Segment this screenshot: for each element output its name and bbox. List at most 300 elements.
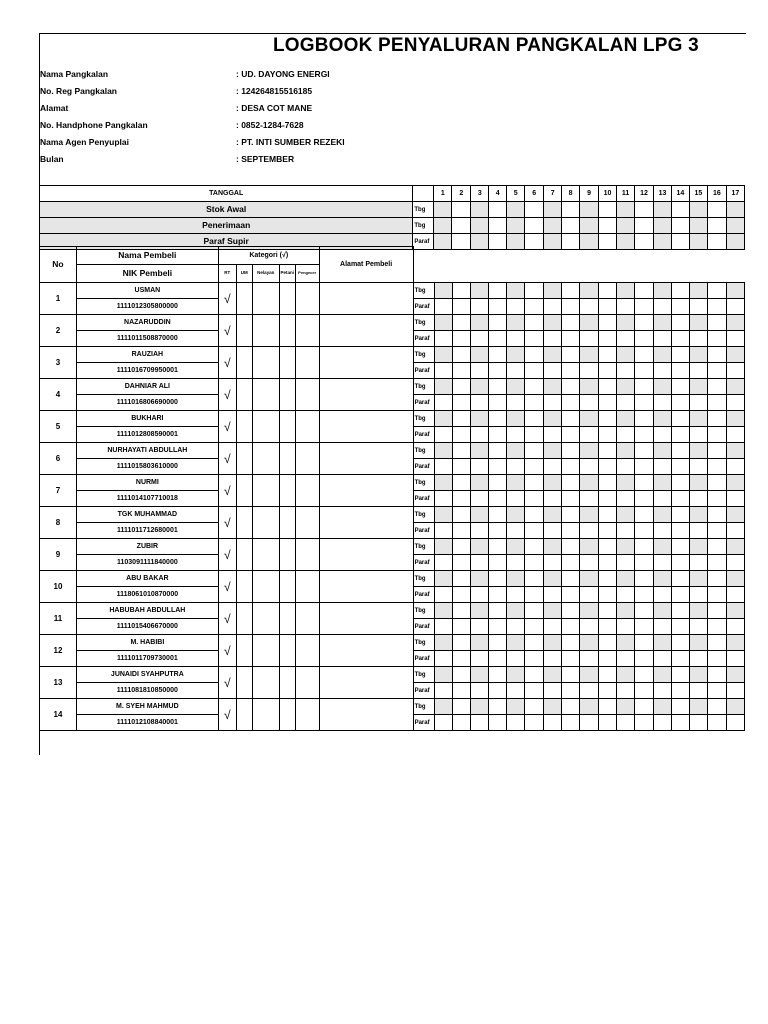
tbg-day-cell[interactable] <box>452 379 471 395</box>
paraf-day-cell[interactable] <box>452 395 471 411</box>
paraf-day-cell[interactable] <box>599 331 617 347</box>
tbg-day-cell[interactable] <box>544 411 562 427</box>
tbg-day-cell[interactable] <box>544 475 562 491</box>
tbg-day-cell[interactable] <box>507 443 525 459</box>
tbg-day-cell[interactable] <box>599 507 617 523</box>
kategori-petani-cell[interactable] <box>279 443 295 475</box>
paraf-day-cell[interactable] <box>671 555 689 571</box>
tbg-day-cell[interactable] <box>525 411 544 427</box>
tbg-day-cell[interactable] <box>562 539 580 555</box>
summary-day-cell[interactable] <box>525 202 544 218</box>
paraf-day-cell[interactable] <box>599 491 617 507</box>
paraf-day-cell[interactable] <box>707 395 726 411</box>
tbg-day-cell[interactable] <box>599 283 617 299</box>
summary-day-cell[interactable] <box>707 202 726 218</box>
tbg-day-cell[interactable] <box>617 411 635 427</box>
tbg-day-cell[interactable] <box>635 603 654 619</box>
paraf-day-cell[interactable] <box>689 459 707 475</box>
paraf-day-cell[interactable] <box>434 395 452 411</box>
paraf-day-cell[interactable] <box>689 715 707 731</box>
paraf-day-cell[interactable] <box>617 523 635 539</box>
tbg-day-cell[interactable] <box>654 379 672 395</box>
paraf-day-cell[interactable] <box>544 363 562 379</box>
paraf-day-cell[interactable] <box>580 299 599 315</box>
tbg-day-cell[interactable] <box>452 635 471 651</box>
paraf-day-cell[interactable] <box>726 363 744 379</box>
paraf-day-cell[interactable] <box>635 619 654 635</box>
tbg-day-cell[interactable] <box>507 411 525 427</box>
paraf-day-cell[interactable] <box>525 683 544 699</box>
tbg-day-cell[interactable] <box>617 347 635 363</box>
paraf-day-cell[interactable] <box>635 715 654 731</box>
paraf-day-cell[interactable] <box>617 427 635 443</box>
paraf-day-cell[interactable] <box>544 683 562 699</box>
tbg-day-cell[interactable] <box>599 379 617 395</box>
tbg-day-cell[interactable] <box>599 635 617 651</box>
paraf-day-cell[interactable] <box>689 427 707 443</box>
tbg-day-cell[interactable] <box>452 571 471 587</box>
paraf-day-cell[interactable] <box>507 459 525 475</box>
paraf-day-cell[interactable] <box>654 619 672 635</box>
summary-day-cell[interactable] <box>599 218 617 234</box>
paraf-day-cell[interactable] <box>635 523 654 539</box>
paraf-day-cell[interactable] <box>707 523 726 539</box>
paraf-day-cell[interactable] <box>434 427 452 443</box>
tbg-day-cell[interactable] <box>544 379 562 395</box>
paraf-day-cell[interactable] <box>434 651 452 667</box>
paraf-day-cell[interactable] <box>452 715 471 731</box>
kategori-um-cell[interactable] <box>236 475 252 507</box>
kategori-rt-check[interactable]: √ <box>218 411 236 443</box>
tbg-day-cell[interactable] <box>580 283 599 299</box>
tbg-day-cell[interactable] <box>525 539 544 555</box>
tbg-day-cell[interactable] <box>562 443 580 459</box>
tbg-day-cell[interactable] <box>707 283 726 299</box>
tbg-day-cell[interactable] <box>671 507 689 523</box>
tbg-day-cell[interactable] <box>707 667 726 683</box>
tbg-day-cell[interactable] <box>580 315 599 331</box>
kategori-rt-check[interactable]: √ <box>218 539 236 571</box>
paraf-day-cell[interactable] <box>525 715 544 731</box>
tbg-day-cell[interactable] <box>671 571 689 587</box>
paraf-day-cell[interactable] <box>654 363 672 379</box>
kategori-rt-check[interactable]: √ <box>218 603 236 635</box>
paraf-day-cell[interactable] <box>507 651 525 667</box>
paraf-day-cell[interactable] <box>580 651 599 667</box>
kategori-rt-check[interactable]: √ <box>218 379 236 411</box>
tbg-day-cell[interactable] <box>707 699 726 715</box>
paraf-day-cell[interactable] <box>544 427 562 443</box>
paraf-day-cell[interactable] <box>544 491 562 507</box>
tbg-day-cell[interactable] <box>654 571 672 587</box>
paraf-day-cell[interactable] <box>689 491 707 507</box>
paraf-day-cell[interactable] <box>434 363 452 379</box>
kategori-pengecer-cell[interactable] <box>295 539 319 571</box>
tbg-day-cell[interactable] <box>707 635 726 651</box>
paraf-day-cell[interactable] <box>507 363 525 379</box>
paraf-day-cell[interactable] <box>726 331 744 347</box>
tbg-day-cell[interactable] <box>671 443 689 459</box>
tbg-day-cell[interactable] <box>544 507 562 523</box>
paraf-day-cell[interactable] <box>599 395 617 411</box>
paraf-day-cell[interactable] <box>580 555 599 571</box>
tbg-day-cell[interactable] <box>580 603 599 619</box>
paraf-day-cell[interactable] <box>726 491 744 507</box>
kategori-petani-cell[interactable] <box>279 699 295 731</box>
paraf-day-cell[interactable] <box>635 395 654 411</box>
tbg-day-cell[interactable] <box>635 347 654 363</box>
tbg-day-cell[interactable] <box>562 603 580 619</box>
paraf-day-cell[interactable] <box>489 491 507 507</box>
alamat-cell[interactable] <box>319 315 413 347</box>
kategori-pengecer-cell[interactable] <box>295 507 319 539</box>
paraf-day-cell[interactable] <box>654 587 672 603</box>
paraf-day-cell[interactable] <box>671 651 689 667</box>
paraf-day-cell[interactable] <box>599 651 617 667</box>
tbg-day-cell[interactable] <box>489 283 507 299</box>
paraf-day-cell[interactable] <box>434 555 452 571</box>
paraf-day-cell[interactable] <box>544 331 562 347</box>
tbg-day-cell[interactable] <box>726 315 744 331</box>
tbg-day-cell[interactable] <box>562 283 580 299</box>
paraf-day-cell[interactable] <box>489 555 507 571</box>
tbg-day-cell[interactable] <box>599 539 617 555</box>
tbg-day-cell[interactable] <box>525 475 544 491</box>
tbg-day-cell[interactable] <box>635 411 654 427</box>
kategori-nelayan-cell[interactable] <box>252 443 279 475</box>
tbg-day-cell[interactable] <box>471 475 489 491</box>
summary-day-cell[interactable] <box>689 202 707 218</box>
tbg-day-cell[interactable] <box>617 539 635 555</box>
tbg-day-cell[interactable] <box>654 539 672 555</box>
tbg-day-cell[interactable] <box>671 539 689 555</box>
paraf-day-cell[interactable] <box>617 715 635 731</box>
tbg-day-cell[interactable] <box>580 571 599 587</box>
paraf-day-cell[interactable] <box>471 299 489 315</box>
tbg-day-cell[interactable] <box>471 571 489 587</box>
alamat-cell[interactable] <box>319 603 413 635</box>
tbg-day-cell[interactable] <box>617 635 635 651</box>
paraf-day-cell[interactable] <box>617 299 635 315</box>
summary-day-cell[interactable] <box>617 218 635 234</box>
paraf-day-cell[interactable] <box>525 331 544 347</box>
tbg-day-cell[interactable] <box>707 443 726 459</box>
tbg-day-cell[interactable] <box>726 571 744 587</box>
paraf-day-cell[interactable] <box>635 331 654 347</box>
tbg-day-cell[interactable] <box>580 411 599 427</box>
tbg-day-cell[interactable] <box>654 603 672 619</box>
paraf-day-cell[interactable] <box>562 459 580 475</box>
paraf-day-cell[interactable] <box>562 363 580 379</box>
tbg-day-cell[interactable] <box>434 635 452 651</box>
tbg-day-cell[interactable] <box>707 315 726 331</box>
paraf-day-cell[interactable] <box>489 523 507 539</box>
paraf-day-cell[interactable] <box>689 651 707 667</box>
tbg-day-cell[interactable] <box>507 603 525 619</box>
paraf-day-cell[interactable] <box>562 587 580 603</box>
tbg-day-cell[interactable] <box>471 667 489 683</box>
tbg-day-cell[interactable] <box>671 379 689 395</box>
tbg-day-cell[interactable] <box>707 379 726 395</box>
tbg-day-cell[interactable] <box>471 539 489 555</box>
tbg-day-cell[interactable] <box>689 635 707 651</box>
tbg-day-cell[interactable] <box>689 443 707 459</box>
tbg-day-cell[interactable] <box>434 507 452 523</box>
tbg-day-cell[interactable] <box>525 571 544 587</box>
kategori-petani-cell[interactable] <box>279 507 295 539</box>
paraf-day-cell[interactable] <box>635 299 654 315</box>
paraf-day-cell[interactable] <box>671 459 689 475</box>
paraf-day-cell[interactable] <box>654 683 672 699</box>
paraf-day-cell[interactable] <box>654 395 672 411</box>
tbg-day-cell[interactable] <box>654 475 672 491</box>
tbg-day-cell[interactable] <box>544 603 562 619</box>
tbg-day-cell[interactable] <box>599 443 617 459</box>
tbg-day-cell[interactable] <box>489 347 507 363</box>
tbg-day-cell[interactable] <box>471 411 489 427</box>
tbg-day-cell[interactable] <box>689 667 707 683</box>
tbg-day-cell[interactable] <box>707 571 726 587</box>
tbg-day-cell[interactable] <box>671 315 689 331</box>
tbg-day-cell[interactable] <box>580 507 599 523</box>
kategori-pengecer-cell[interactable] <box>295 411 319 443</box>
alamat-cell[interactable] <box>319 507 413 539</box>
paraf-day-cell[interactable] <box>452 555 471 571</box>
kategori-um-cell[interactable] <box>236 571 252 603</box>
tbg-day-cell[interactable] <box>726 379 744 395</box>
paraf-day-cell[interactable] <box>726 427 744 443</box>
tbg-day-cell[interactable] <box>726 635 744 651</box>
tbg-day-cell[interactable] <box>689 539 707 555</box>
paraf-day-cell[interactable] <box>525 427 544 443</box>
tbg-day-cell[interactable] <box>635 283 654 299</box>
tbg-day-cell[interactable] <box>434 699 452 715</box>
tbg-day-cell[interactable] <box>635 539 654 555</box>
tbg-day-cell[interactable] <box>471 283 489 299</box>
kategori-nelayan-cell[interactable] <box>252 571 279 603</box>
paraf-day-cell[interactable] <box>707 715 726 731</box>
tbg-day-cell[interactable] <box>434 571 452 587</box>
tbg-day-cell[interactable] <box>452 315 471 331</box>
paraf-day-cell[interactable] <box>689 683 707 699</box>
alamat-cell[interactable] <box>319 571 413 603</box>
kategori-nelayan-cell[interactable] <box>252 507 279 539</box>
tbg-day-cell[interactable] <box>544 667 562 683</box>
paraf-day-cell[interactable] <box>562 299 580 315</box>
alamat-cell[interactable] <box>319 539 413 571</box>
kategori-nelayan-cell[interactable] <box>252 603 279 635</box>
tbg-day-cell[interactable] <box>689 603 707 619</box>
tbg-day-cell[interactable] <box>671 635 689 651</box>
alamat-cell[interactable] <box>319 443 413 475</box>
paraf-day-cell[interactable] <box>599 363 617 379</box>
paraf-day-cell[interactable] <box>671 619 689 635</box>
tbg-day-cell[interactable] <box>635 507 654 523</box>
summary-day-cell[interactable] <box>562 218 580 234</box>
kategori-petani-cell[interactable] <box>279 667 295 699</box>
tbg-day-cell[interactable] <box>671 411 689 427</box>
tbg-day-cell[interactable] <box>489 539 507 555</box>
kategori-rt-check[interactable]: √ <box>218 699 236 731</box>
tbg-day-cell[interactable] <box>525 347 544 363</box>
tbg-day-cell[interactable] <box>689 475 707 491</box>
paraf-day-cell[interactable] <box>689 587 707 603</box>
paraf-day-cell[interactable] <box>599 523 617 539</box>
tbg-day-cell[interactable] <box>671 667 689 683</box>
paraf-day-cell[interactable] <box>544 587 562 603</box>
tbg-day-cell[interactable] <box>507 475 525 491</box>
paraf-day-cell[interactable] <box>544 619 562 635</box>
paraf-day-cell[interactable] <box>654 299 672 315</box>
tbg-day-cell[interactable] <box>580 635 599 651</box>
tbg-day-cell[interactable] <box>489 475 507 491</box>
tbg-day-cell[interactable] <box>544 539 562 555</box>
tbg-day-cell[interactable] <box>544 283 562 299</box>
tbg-day-cell[interactable] <box>580 379 599 395</box>
tbg-day-cell[interactable] <box>654 507 672 523</box>
tbg-day-cell[interactable] <box>434 603 452 619</box>
paraf-day-cell[interactable] <box>671 683 689 699</box>
tbg-day-cell[interactable] <box>580 443 599 459</box>
kategori-pengecer-cell[interactable] <box>295 699 319 731</box>
paraf-day-cell[interactable] <box>599 619 617 635</box>
paraf-day-cell[interactable] <box>507 523 525 539</box>
paraf-day-cell[interactable] <box>580 715 599 731</box>
tbg-day-cell[interactable] <box>434 379 452 395</box>
tbg-day-cell[interactable] <box>452 283 471 299</box>
paraf-day-cell[interactable] <box>635 491 654 507</box>
tbg-day-cell[interactable] <box>599 411 617 427</box>
kategori-pengecer-cell[interactable] <box>295 475 319 507</box>
tbg-day-cell[interactable] <box>599 667 617 683</box>
paraf-day-cell[interactable] <box>489 331 507 347</box>
tbg-day-cell[interactable] <box>617 699 635 715</box>
tbg-day-cell[interactable] <box>434 347 452 363</box>
tbg-day-cell[interactable] <box>580 347 599 363</box>
tbg-day-cell[interactable] <box>617 315 635 331</box>
paraf-day-cell[interactable] <box>580 683 599 699</box>
kategori-um-cell[interactable] <box>236 699 252 731</box>
kategori-rt-check[interactable]: √ <box>218 283 236 315</box>
tbg-day-cell[interactable] <box>654 667 672 683</box>
tbg-day-cell[interactable] <box>689 315 707 331</box>
summary-day-cell[interactable] <box>671 202 689 218</box>
alamat-cell[interactable] <box>319 635 413 667</box>
paraf-day-cell[interactable] <box>707 299 726 315</box>
paraf-day-cell[interactable] <box>617 651 635 667</box>
tbg-day-cell[interactable] <box>452 507 471 523</box>
tbg-day-cell[interactable] <box>689 699 707 715</box>
tbg-day-cell[interactable] <box>617 283 635 299</box>
paraf-day-cell[interactable] <box>654 715 672 731</box>
paraf-day-cell[interactable] <box>654 523 672 539</box>
alamat-cell[interactable] <box>319 283 413 315</box>
tbg-day-cell[interactable] <box>452 347 471 363</box>
paraf-day-cell[interactable] <box>671 715 689 731</box>
paraf-day-cell[interactable] <box>707 331 726 347</box>
tbg-day-cell[interactable] <box>562 411 580 427</box>
paraf-day-cell[interactable] <box>434 523 452 539</box>
tbg-day-cell[interactable] <box>507 571 525 587</box>
paraf-day-cell[interactable] <box>434 491 452 507</box>
paraf-day-cell[interactable] <box>452 427 471 443</box>
paraf-day-cell[interactable] <box>471 523 489 539</box>
paraf-day-cell[interactable] <box>580 491 599 507</box>
kategori-um-cell[interactable] <box>236 379 252 411</box>
kategori-rt-check[interactable]: √ <box>218 571 236 603</box>
paraf-day-cell[interactable] <box>525 299 544 315</box>
tbg-day-cell[interactable] <box>434 283 452 299</box>
summary-day-cell[interactable] <box>544 218 562 234</box>
tbg-day-cell[interactable] <box>617 571 635 587</box>
paraf-day-cell[interactable] <box>689 619 707 635</box>
paraf-day-cell[interactable] <box>544 523 562 539</box>
alamat-cell[interactable] <box>319 379 413 411</box>
paraf-day-cell[interactable] <box>689 363 707 379</box>
paraf-day-cell[interactable] <box>489 619 507 635</box>
tbg-day-cell[interactable] <box>707 507 726 523</box>
tbg-day-cell[interactable] <box>635 443 654 459</box>
paraf-day-cell[interactable] <box>689 331 707 347</box>
paraf-day-cell[interactable] <box>471 555 489 571</box>
paraf-day-cell[interactable] <box>544 459 562 475</box>
paraf-day-cell[interactable] <box>525 619 544 635</box>
kategori-rt-check[interactable]: √ <box>218 635 236 667</box>
tbg-day-cell[interactable] <box>471 347 489 363</box>
paraf-day-cell[interactable] <box>507 715 525 731</box>
paraf-day-cell[interactable] <box>452 491 471 507</box>
tbg-day-cell[interactable] <box>489 635 507 651</box>
tbg-day-cell[interactable] <box>635 571 654 587</box>
paraf-day-cell[interactable] <box>617 555 635 571</box>
tbg-day-cell[interactable] <box>434 315 452 331</box>
paraf-day-cell[interactable] <box>707 459 726 475</box>
paraf-day-cell[interactable] <box>507 555 525 571</box>
tbg-day-cell[interactable] <box>671 283 689 299</box>
paraf-day-cell[interactable] <box>726 555 744 571</box>
summary-day-cell[interactable] <box>635 218 654 234</box>
paraf-day-cell[interactable] <box>452 459 471 475</box>
tbg-day-cell[interactable] <box>707 603 726 619</box>
tbg-day-cell[interactable] <box>507 347 525 363</box>
tbg-day-cell[interactable] <box>434 443 452 459</box>
kategori-pengecer-cell[interactable] <box>295 347 319 379</box>
summary-day-cell[interactable] <box>726 218 744 234</box>
paraf-day-cell[interactable] <box>689 523 707 539</box>
alamat-cell[interactable] <box>319 411 413 443</box>
paraf-day-cell[interactable] <box>617 363 635 379</box>
tbg-day-cell[interactable] <box>562 667 580 683</box>
summary-day-cell[interactable] <box>452 218 471 234</box>
paraf-day-cell[interactable] <box>617 395 635 411</box>
paraf-day-cell[interactable] <box>654 427 672 443</box>
tbg-day-cell[interactable] <box>544 347 562 363</box>
tbg-day-cell[interactable] <box>617 475 635 491</box>
summary-day-cell[interactable] <box>671 218 689 234</box>
tbg-day-cell[interactable] <box>544 443 562 459</box>
paraf-day-cell[interactable] <box>525 491 544 507</box>
tbg-day-cell[interactable] <box>617 443 635 459</box>
paraf-day-cell[interactable] <box>707 651 726 667</box>
tbg-day-cell[interactable] <box>489 507 507 523</box>
tbg-day-cell[interactable] <box>654 635 672 651</box>
paraf-day-cell[interactable] <box>707 491 726 507</box>
alamat-cell[interactable] <box>319 699 413 731</box>
paraf-day-cell[interactable] <box>707 587 726 603</box>
paraf-day-cell[interactable] <box>654 555 672 571</box>
tbg-day-cell[interactable] <box>671 603 689 619</box>
summary-day-cell[interactable] <box>544 202 562 218</box>
